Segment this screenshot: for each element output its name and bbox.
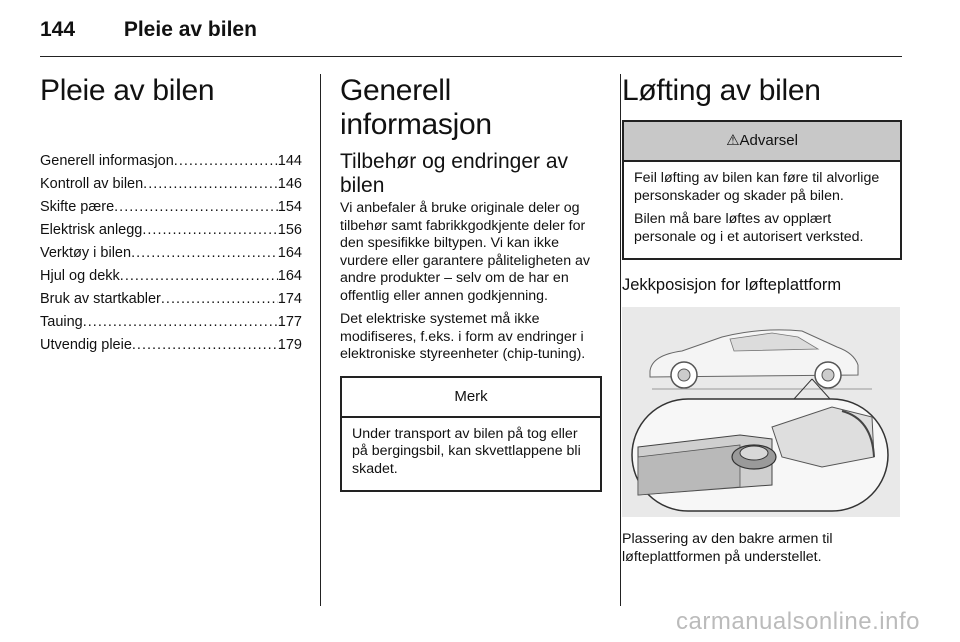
subheading: Jekkposisjon for løfteplattform — [622, 276, 842, 294]
note-text: Under transport av bilen på tog eller på bergingsbil, kan skvettlappene bli skadet. — [352, 425, 581, 477]
toc-column — [40, 74, 302, 357]
warning-label: Advarsel — [739, 132, 798, 149]
toc-entry[interactable]: Bruk av startkabler ..... 174 — [40, 288, 302, 311]
toc-entry[interactable]: Elektrisk anlegg ..... 156 — [40, 219, 302, 242]
toc-entry[interactable]: Verktøy i bilen ..... 164 — [40, 242, 302, 265]
subsection-heading: Tilbehør og endringer av bilen — [340, 150, 569, 197]
section-title: Pleie av bilen — [123, 18, 257, 41]
header-rule — [40, 56, 902, 57]
table-of-contents — [40, 150, 302, 357]
chapter-title: Pleie av bilen — [40, 74, 215, 107]
warning-box — [622, 120, 902, 260]
lift-point-illustration — [622, 307, 900, 517]
lifting-column — [622, 74, 902, 572]
car-lift-illustration — [622, 307, 900, 517]
page-header — [40, 18, 257, 42]
toc-entry[interactable]: Kontroll av bilen ..... 146 — [40, 173, 302, 196]
figure-caption: Plassering av den bakre armen til løfteplattformen på understellet. — [622, 531, 833, 565]
body-paragraph: Det elektriske systemet må ikke modifiseres, f.eks. i form av endringer i elektroniske styreenheter (chip-tuning). — [340, 311, 586, 362]
note-label: Merk — [342, 378, 600, 418]
warning-text: Bilen må bare løftes av opplært personale og i et autorisert verksted. — [634, 211, 864, 245]
body-paragraph: Vi anbefaler å bruke originale deler og tilbehør samt fabrikkgodkjente deler for den spesifikke biltypen. Vi kan ikke vurdere eller garantere påliteligheten av andre produkter – selv om de har en offentlig eller annen godkjenning. — [340, 200, 591, 304]
toc-entry[interactable]: Tauing ..... 177 — [40, 311, 302, 334]
warning-text: Feil løfting av bilen kan føre til alvorlige personskader og skader på bilen. — [634, 170, 880, 204]
section-heading: Løfting av bilen — [622, 74, 821, 107]
toc-entry[interactable]: Utvendig pleie ..... 179 — [40, 334, 302, 357]
note-box — [340, 376, 602, 493]
warning-icon: ⚠ — [726, 132, 740, 149]
toc-entry[interactable]: Hjul og dekk ..... 164 — [40, 265, 302, 288]
column-divider — [620, 74, 621, 606]
page-number: 144 — [40, 18, 76, 41]
column-divider — [320, 74, 321, 606]
toc-entry[interactable]: Skifte pære ..... 154 — [40, 196, 302, 219]
general-info-column — [340, 74, 602, 492]
toc-entry[interactable]: Generell informasjon ..... 144 — [40, 150, 302, 173]
watermark: carmanualsonline.info — [676, 608, 920, 635]
section-heading: Generell informasjon — [340, 74, 492, 141]
